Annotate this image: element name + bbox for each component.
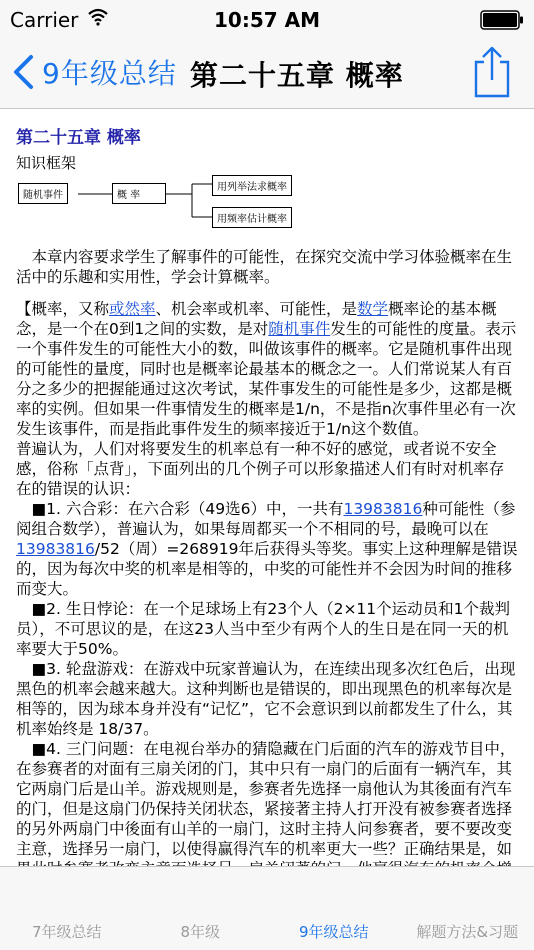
page-title: 第二十五章 概率 bbox=[190, 59, 404, 92]
diagram-box-enumeration: 用列举法求概率 bbox=[212, 175, 292, 196]
back-button[interactable] bbox=[12, 52, 177, 92]
link-huoranlv[interactable]: 或然率 bbox=[109, 300, 156, 318]
knowledge-framework-diagram bbox=[16, 175, 518, 247]
battery-icon bbox=[480, 10, 524, 30]
clock: 10:57 AM bbox=[213, 8, 320, 32]
common-view-paragraph: 普遍认为，人们对将要发生的机率总有一种不好的感觉，或者说不安全感，俗称「点背」，下面列出的几个例子可以形象描述人们有时对机率存在的错误的认识： bbox=[16, 440, 505, 498]
diagram-box-frequency: 用频率估计概率 bbox=[212, 207, 292, 228]
birthday-paradox-example: ■2. 生日悖论：在一个足球场上有23个人（2×11个运动员和1个裁判员），不可思议的是，在这23人当中至少有两个人的生日是在同一天的机率要大于50%。 bbox=[16, 600, 511, 658]
tab-bar bbox=[0, 866, 534, 950]
tab-grade7-summary[interactable]: 7年级总结 bbox=[31, 923, 102, 941]
tab-grade8[interactable]: 8年级 bbox=[180, 923, 221, 941]
lottery-example bbox=[16, 499, 518, 599]
definition-text: 概率论的基本概念，是一个在0到1之间的实数，是对 bbox=[16, 300, 497, 338]
status-bar bbox=[0, 0, 534, 40]
example-text: ■1. 六合彩：在六合彩（49选6）中，一共有 bbox=[31, 500, 344, 518]
article-content[interactable] bbox=[0, 109, 534, 867]
example-text: /52（周）=268919年后获得头等奖。事实上这种理解是错误的，因为每次中奖的机率是相等的，中奖的可能性并不会因为时间的推移而变大。 bbox=[16, 540, 518, 598]
chevron-left-icon bbox=[12, 55, 34, 89]
carrier-label: Carrier bbox=[10, 8, 79, 32]
diagram-box-probability: 概 率 bbox=[112, 183, 166, 204]
tab-grade9-summary[interactable]: 9年级总结 bbox=[298, 923, 369, 941]
definition-text: 发生的可能性的度量。表示一个事件发生的可能性大小的数，叫做该事件的概率。它是随机事件出现的可能性的量度，同时也是概率论最基本的概念之一。人们常说某人有百分之多少的把握能通过这次考试，某件事发生的可能性是多少，这都是概率的实例。但如果一件事情发生的概率是1/n，不是指n次事件里必有一次发生该事件，而是指此事件发生的频率接近于1/n这个数值。 bbox=[16, 320, 517, 438]
link-combinations-count-2[interactable]: 13983816 bbox=[16, 540, 95, 558]
link-combinations-count[interactable]: 13983816 bbox=[343, 500, 423, 518]
back-button-label: 9年级总结 bbox=[42, 57, 177, 90]
monty-hall-example: ■4. 三门问题：在电视台举办的猜隐藏在门后面的汽车的游戏节目中，在参赛者的对面有三扇关闭的门，其中只有一扇门的后面有一辆汽车，其它两扇门后是山羊。游戏规则是，参赛者先选择一扇他认为其後面有汽车的门，但是这扇门仍保持关闭状态，紧接著主持人打开没有被参赛者选择的另外两扇门中後面有山羊的一扇门，这时主持人问参赛者，要不要改变主意，选择另一扇门，以使得赢得汽车的机率更大一些？正确结果是，如 bbox=[16, 740, 516, 858]
definition-paragraph bbox=[16, 299, 518, 439]
share-icon[interactable] bbox=[472, 46, 512, 98]
example-text: 种可能性（参阅组合数学），普遍认为，如果每周都买一个不相同的号，最晚可以在 bbox=[16, 500, 516, 538]
navigation-bar bbox=[0, 40, 534, 109]
framework-label: 知识框架 bbox=[16, 154, 77, 172]
definition-text: 【概率，又称 bbox=[16, 300, 110, 318]
roulette-example: ■3. 轮盘游戏：在游戏中玩家普遍认为，在连续出现多次红色后，出现黑色的机率会越来越大。这种判断也是错误的，即出现黑色的机率每次是相等的，因为球本身并没有“记忆”，它不会意识到以前都发生了什么，其机率始终是 18/37。 bbox=[16, 660, 516, 738]
link-shuxue[interactable]: 数学 bbox=[357, 300, 389, 318]
chapter-title: 第二十五章 概率 bbox=[16, 128, 141, 148]
tab-methods-exercises[interactable]: 解题方法&习题 bbox=[416, 923, 519, 941]
definition-text: 、机会率或机率、可能性，是 bbox=[155, 300, 358, 318]
intro-paragraph: 本章内容要求学生了解事件的可能性，在探究交流中学习体验概率在生活中的乐趣和实用性，学会计算概率。 bbox=[16, 248, 513, 286]
link-suiji-shijian[interactable]: 随机事件 bbox=[268, 320, 331, 338]
diagram-box-random-event: 随机事件 bbox=[18, 183, 68, 204]
